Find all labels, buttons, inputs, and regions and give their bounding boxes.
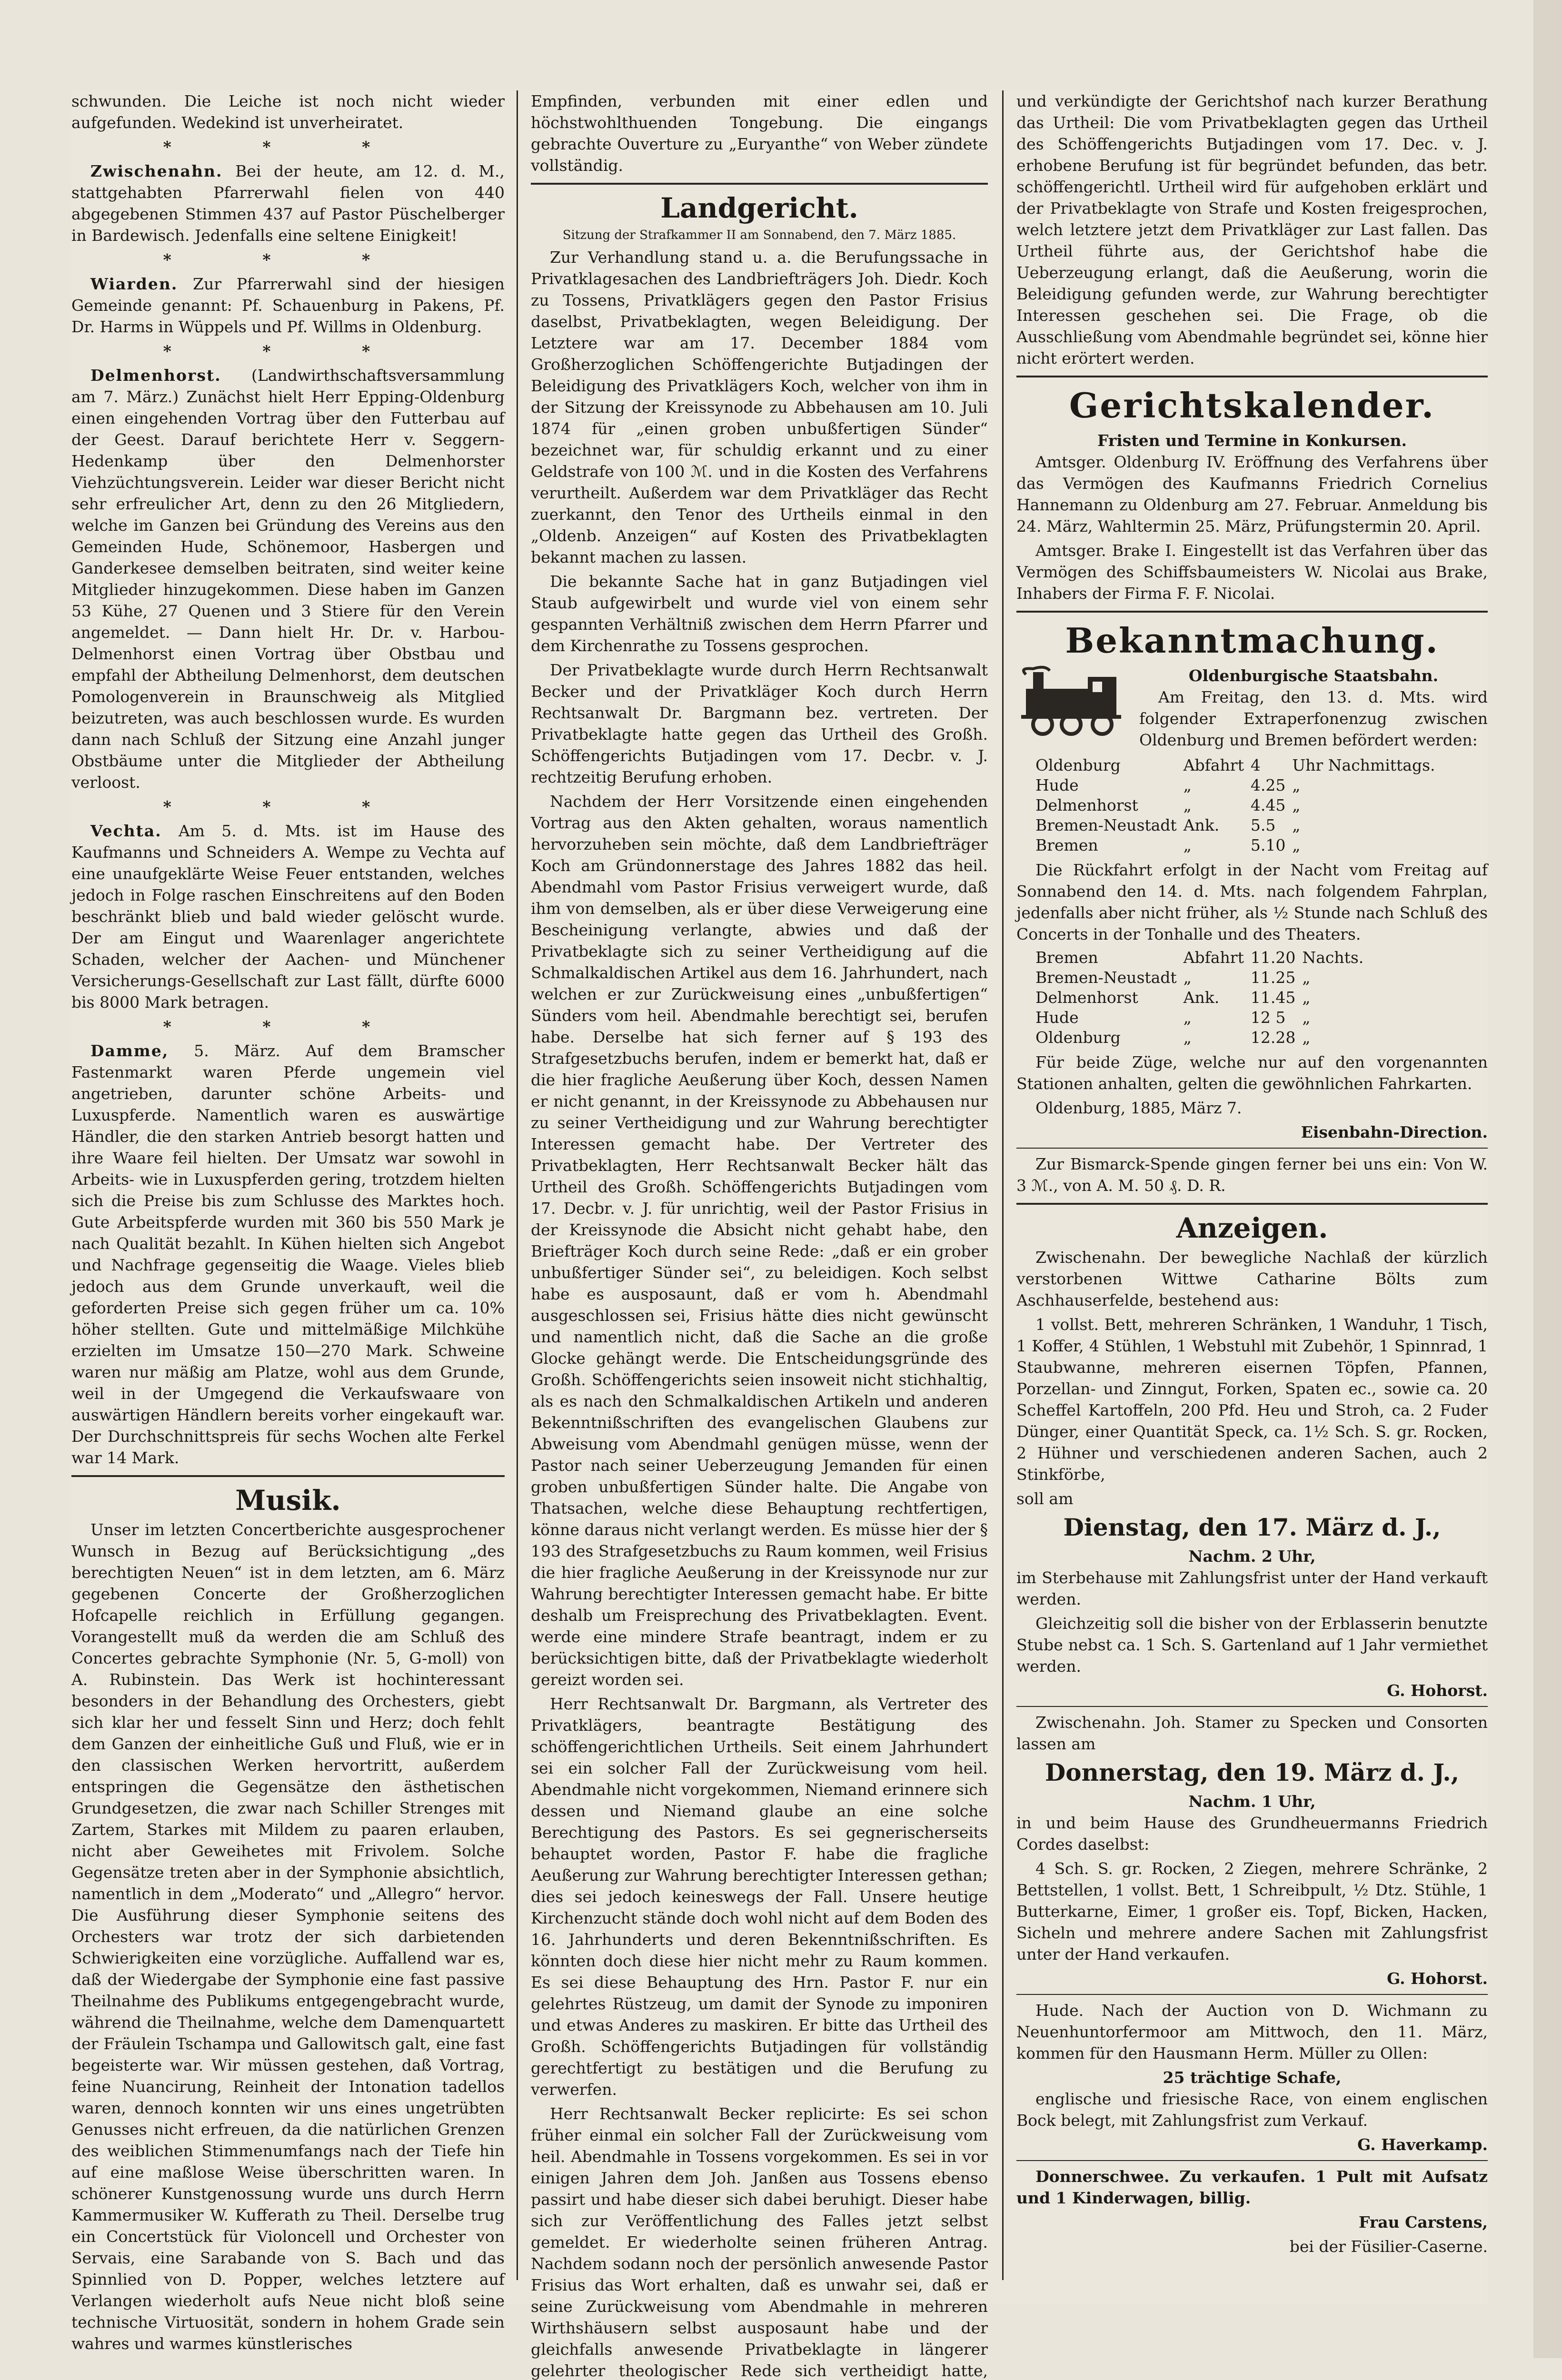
timetable-row — [1035, 948, 1370, 968]
section-title-anzeigen: Anzeigen. — [1176, 1212, 1328, 1244]
timetable-cell: 4.25 — [1250, 776, 1286, 794]
ad-time: Nachm. 2 Uhr, — [1188, 1547, 1316, 1566]
article-vechta — [71, 820, 505, 1013]
timetable-cell: „ — [1183, 1008, 1192, 1027]
article-text: Herr Rechtsanwalt Dr. Bargmann, als Vertreter des Privatklägers, beantragte Bestätigung des schöffengerichtlichen Urtheils. Seit einem Jahrhundert sei ein solcher Fall der Zurückweisung vom heil. Abendmahle nicht vorgekommen, Niemand erinnere sich dessen und Niemand glaube an eine solche Berechtigung des Pastors. Es sei gegnerischerseits behauptet worden, Pastor F. habe die fragliche Aeußerung zur Wahrung berechtigter Interessen gethan; dies sei jedoch keineswegs der Fall. Unsere heutige Kirchenzucht stände doch wohl nicht auf dem Boden des 16. Jahrhunderts und deren Bekenntnißschriften. Es könnten doch diese hier nicht mehr zu Raum kommen. Es sei diese Behauptung des Hrn. Pastor F. nur ein gelehrtes Rüstzeug, um damit der Synode zu imponiren und etwas Anderes zu maskiren. Er bitte das Urtheil des Großh. Schöffengerichts Butjadingen für vollständig gerechtfertigt zu bestätigen und die Berufung zu verwerfen. — [531, 1695, 988, 2099]
timetable-cell: „ — [1302, 968, 1311, 987]
notice-subtitle: Oldenburgische Staatsbahn. — [1188, 666, 1439, 685]
ad-text: 4 Sch. S. gr. Rocken, 2 Ziegen, mehrere Schränke, 2 Bettstellen, 1 vollst. Bett, 1 Schreibpult, ½ Dtz. Stühle, 1 Butterkarne, Eimer, 1 großer eis. Topf, Bicken, Hacken, Sicheln und mehrere andere Sachen mit Zahlungsfrist unter der Hand verkaufen. — [1016, 1859, 1488, 1964]
timetable-cell: „ — [1292, 816, 1301, 834]
timetable-cell: Hude — [1035, 776, 1079, 794]
timetable-cell: Hude — [1035, 1008, 1079, 1027]
section-rule — [1016, 1203, 1488, 1205]
ad-text: englische und friesische Race, von einem englischen Bock belegt, mit Zahlungsfrist zum Verkauf. — [1016, 2090, 1488, 2130]
court-entry: Amtsger. Oldenburg IV. Eröffnung des Verfahrens über das Vermögen des Kaufmanns Friedrich Cornelius Hannemann zu Oldenburg am 27. Februar. Anmeldung bis 24. März, Wahltermin 25. März, Prüfungstermin 20. April. — [1016, 453, 1488, 536]
timetable-row — [1035, 755, 1442, 775]
timetable-row — [1035, 775, 1442, 795]
notice-text: Für beide Züge, welche nur auf den vorgenannten Stationen anhalten, gelten die gewöhnlichen Fahrkarten. — [1016, 1053, 1488, 1093]
timetable-cell: 5.10 — [1250, 836, 1286, 854]
ad-text: in und beim Hause des Grundheuermanns Friedrich Cordes daselbst: — [1016, 1814, 1488, 1854]
section-title-musik: Musik. — [235, 1484, 341, 1517]
timetable-cell: „ — [1183, 836, 1192, 854]
ad-signature: G. Hohorst. — [1387, 1681, 1488, 1700]
timetable-row — [1035, 1028, 1370, 1048]
timetable-cell: Oldenburg — [1035, 756, 1121, 774]
ad-text: Gleichzeitig soll die bisher von der Erblasserin benutzte Stube nebst ca. 1 Sch. S. Gartenland auf 1 Jahr vermiethet werden. — [1016, 1614, 1488, 1676]
timetable-cell: „ — [1302, 988, 1311, 1007]
timetable-cell: Bremen — [1035, 948, 1098, 967]
section-subtitle: Fristen und Termine in Konkursen. — [1097, 431, 1407, 450]
timetable-cell: 11.45 — [1250, 988, 1296, 1007]
timetable-cell: Bremen-Neustadt — [1035, 968, 1177, 987]
notice-railway — [1016, 665, 1488, 754]
timetable-cell: 12.28 — [1250, 1028, 1296, 1047]
place-name: Wiarden. — [90, 275, 178, 293]
timetable-outbound — [1035, 755, 1442, 855]
timetable-cell: Oldenburg — [1035, 1028, 1121, 1047]
separator-stars: * * * — [163, 1017, 413, 1036]
timetable-cell: „ — [1183, 796, 1192, 814]
ad-text: 1 vollst. Bett, mehreren Schränken, 1 Wanduhr, 1 Tisch, 1 Koffer, 4 Stühlen, 1 Webstuhl mit Zubehör, 1 Spinnrad, 1 Staubwanne, mehreren eisernen Töpfen, Pfannen, Porzellan- und Zinngut, Forken, Spaten ec., sowie ca. 20 Scheffel Kartoffeln, 200 Pfd. Heu und Stroh, ca. 2 Fuder Dünger, einer Quantität Speck, ca. 1½ Sch. S. gr. Rocken, 2 Hühner und verschiedenen anderen Sachen, auch 2 Stinkförbe, — [1016, 1315, 1488, 1484]
section-rule — [1016, 376, 1488, 377]
separator-stars: * * * — [163, 342, 413, 360]
article-text: Die bekannte Sache hat in ganz Butjadingen viel Staub aufgewirbelt und wurde viel von einem sehr gespannten Verhältniß zwischen dem Herrn Pfarrer und dem Kirchenrathe zu Tossens gesprochen. — [531, 572, 988, 655]
timetable-cell: „ — [1292, 796, 1301, 814]
timetable-cell: Delmenhorst — [1035, 796, 1138, 814]
article-text: Zur Verhandlung stand u. a. die Berufungssache in Privatklagesachen des Landbriefträgers Joh. Diedr. Koch zu Tossens, Privatklägers gegen den Pastor Frisius daselbst, Privatbeklagten, wegen Beleidigung. Der Letztere war am 17. December 1884 vom Großherzoglichen Schöffengerichte Butjadingen der Beleidigung des Privatklägers Koch, welcher von ihm in der Sitzung der Kreissynode zu Abbehausen am 10. Juli 1874 für „einen groben unbußfertigen Sünder“ bezeichnet war, für schuldig erkannt und zu einer Geldstrafe von 100 ℳ. und in die Kosten des Verfahrens verurtheilt. Außerdem war dem Privatkläger das Recht zuerkannt, den Tenor des Urtheils einmal in den „Oldenb. Anzeigen“ auf Kosten des Privatbeklagten bekannt machen zu lassen. — [531, 248, 988, 566]
place-name: Zwischenahn. — [90, 162, 223, 180]
section-rule — [531, 183, 988, 185]
ad-highlight: 25 trächtige Schafe, — [1163, 2068, 1342, 2087]
ad-time: Nachm. 1 Uhr, — [1188, 1792, 1316, 1811]
ad-signature: Frau Carstens, — [1358, 2213, 1488, 2231]
timetable-cell: „ — [1183, 968, 1192, 987]
timetable-cell: 4 — [1250, 756, 1261, 774]
ad-signature: G. Hohorst. — [1387, 1969, 1488, 1988]
section-title-bekanntmachung: Bekanntmachung. — [1065, 620, 1439, 661]
section-rule — [71, 1475, 505, 1477]
article-text: schwunden. Die Leiche ist noch nicht wieder aufgefunden. Wedekind ist unverheiratet. — [71, 92, 505, 132]
timetable-row — [1035, 1008, 1370, 1028]
bismarck-spende: Zur Bismarck-Spende gingen ferner bei uns ein: Von W. 3 ℳ., von A. M. 50 ₰. D. R. — [1016, 1155, 1488, 1195]
timetable-cell: Uhr Nachmittags. — [1292, 756, 1435, 774]
timetable-cell: Delmenhorst — [1035, 988, 1138, 1007]
column-divider — [517, 90, 518, 2280]
column-1 — [71, 90, 505, 2357]
timetable-cell: 4.45 — [1250, 796, 1286, 814]
article-text: und verkündigte der Gerichtshof nach kurzer Berathung das Urtheil: Die vom Privatbeklagten gegen das Urtheil des Schöffengerichts Butjadingen vom 17. Dec. v. J. erhobene Berufung ist für begründet befunden, das betr. schöffengerichtl. Urtheil wird für aufgehoben erklärt und der Privatbeklagte von Strafe und Kosten freigesprochen, welch letztere jetzt dem Privatkläger zur Last fallen. Das Urtheil führte aus, der Gerichtshof habe die Ueberzeugung erlangt, daß die Aeußerung, worin die Beleidigung gefunden werde, zur Wahrung berechtigter Interessen geschehen sei. Die Frage, ob die Ausschließung vom Abendmahle begründet sei, könne hier nicht erörtert werden. — [1016, 92, 1488, 367]
timetable-cell: Bremen-Neustadt — [1035, 816, 1177, 834]
section-rule — [1016, 1148, 1488, 1149]
article-zwischenahn — [71, 160, 505, 246]
timetable-cell: „ — [1292, 836, 1301, 854]
ad-signature-address: bei der Füsilier-Caserne. — [1289, 2237, 1488, 2256]
notice-body — [1139, 665, 1488, 754]
timetable-cell: „ — [1292, 776, 1301, 794]
place-name: Damme, — [90, 1041, 169, 1060]
page-edge — [1533, 0, 1562, 2358]
timetable-cell: Bremen — [1035, 836, 1098, 854]
article-damme — [71, 1040, 505, 1468]
section-title-landgericht: Landgericht. — [660, 192, 858, 224]
column-2 — [531, 90, 988, 2380]
timetable-cell: 5.5 — [1250, 816, 1276, 834]
article-text: Herr Rechtsanwalt Becker replicirte: Es sei schon früher einmal ein solcher Fall der Zurückweisung vom heil. Abendmahle in Tossens vorgekommen. Es sei in vor einigen Jahren dem Joh. Janßen aus Tossens ebenso passirt und habe dieser sich dabei beruhigt. Dieser habe sich zur Veröffentlichung des Falles jetzt selbst gemeldet. Er wiederholte seinen früheren Antrag. Nachdem sodann noch der persönlich anwesende Pastor Frisius das Wort erhalten, daß es unwahr sei, daß er seine Zurückweisung vom Abendmahle in mehreren Wirthshäusern selbst ausposaunt habe und der gleichfalls anwesende Privatbeklagte in längerer gelehrter theologischer Rede sich vertheidigt hatte, — [531, 2104, 988, 2380]
notice-text: Die Rückfahrt erfolgt in der Nacht vom Freitag auf Sonnabend den 14. d. Mts. nach folgendem Fahrplan, jedenfalls aber nicht früher, als ½ Stunde nach Schluß des Concerts in der Tonhalle und des Theaters. — [1016, 861, 1488, 943]
timetable-cell: Abfahrt — [1183, 756, 1244, 774]
article-text: Der Privatbeklagte wurde durch Herrn Rechtsanwalt Becker und der Privatkläger Koch durch Herrn Rechtsanwalt Dr. Bargmann bez. vertreten. Der Privatbeklagte hatte gegen das Urtheil des Großh. Schöffengerichts Butjadingen vom 17. Decbr. v. J. rechtzeitig Berufung erhoben. — [531, 661, 988, 786]
ad-text: soll am — [1016, 1489, 1074, 1508]
ad-text: Zwischenahn. Joh. Stamer zu Specken und Consorten lassen am — [1016, 1713, 1488, 1753]
ad-date: Dienstag, den 17. März d. J., — [1063, 1513, 1441, 1541]
timetable-cell: „ — [1302, 1028, 1311, 1047]
timetable-cell: Nachts. — [1302, 948, 1364, 967]
timetable-cell: 12 5 — [1250, 1008, 1286, 1027]
article-text: Zur Pfarrerwahl sind der hiesigen Gemeinde genannt: Pf. Schauenburg in Pakens, Pf. Dr. Harms in Wüppels und Pf. Willms in Oldenburg. — [71, 275, 505, 336]
locomotive-icon — [1016, 665, 1131, 736]
column-3 — [1016, 90, 1488, 2260]
timetable-cell: „ — [1183, 1028, 1192, 1047]
timetable-cell: Ank. — [1183, 988, 1220, 1007]
timetable-return — [1035, 948, 1370, 1048]
ad-rule — [1016, 1706, 1488, 1707]
ad-text: Hude. Nach der Auction von D. Wichmann zu Neuenhuntorfermoor am Mittwoch, den 11. März, kommen für den Hausmann Herm. Müller zu Ollen: — [1016, 2001, 1488, 2063]
ad-text: im Sterbehause mit Zahlungsfrist unter der Hand verkauft werden. — [1016, 1568, 1488, 1608]
notice-signature: Eisenbahn-Direction. — [1301, 1123, 1488, 1141]
section-rule — [1016, 611, 1488, 613]
timetable-cell: „ — [1302, 1008, 1311, 1027]
article-text: Nachdem der Herr Vorsitzende einen eingehenden Vortrag aus den Akten gehalten, woraus namentlich hervorzuheben sein möchte, daß dem Landbriefträger Koch am Gründonnerstage des Jahres 1882 das heil. Abendmahl vom Pastor Frisius verweigert wurde, daß ihm von demselben, als er über diese Verweigerung eine Bescheinigung verlangte, abwies und daß der Privatbeklagte sich zu seiner Vertheidigung auf die Schmalkaldischen Artikel aus dem 16. Jahrhundert, nach welchen er zur Zurückweisung eines „unbußfertigen“ Sünders vom heil. Abendmahle berechtigt sei, berufen habe. Derselbe hat sich ferner auf § 193 des Strafgesetzbuchs berufen, indem er bemerkt hat, daß er die hier fragliche Aeußerung über Koch, dessen Namen er nicht genannt, in der Kreissynode zu Abbehausen nur zu seiner Vertheidigung und zur Wahrung berechtigter Interessen gemacht habe. Der Vertreter des Privatbeklagten, Herr Rechtsanwalt Becker hält das Urtheil des Großh. Schöffengerichts Butjadingen vom 17. Decbr. v. J. für unrichtig, weil der Pastor Frisius in der Kreissynode die Absicht nicht gehabt habe, den Briefträger Koch durch seine Rede: „daß er ein grober unbußfertiger Sünder sei“, zu beleidigen. Koch selbst habe es ausposaunt, daß er vom h. Abendmahl ausgeschlossen sei, Frisius hätte dies nicht gewünscht und namentlich nicht, daß die Sache an die große Glocke gehängt werde. Die Entscheidungsgründe des Großh. Schöffengerichts seien insoweit nicht stichhaltig, als es nach den Schmalkaldischen Artikeln und anderen Bekenntnißschriften des evangelischen Glaubens zur Abweisung vom Abendmahl genügen müsse, wenn der Pastor nach seiner Ueberzeugung Jemanden für einen groben unbußfertigen Sünder halte. Die Angabe von Thatsachen, welche diese Behauptung rechtfertigen, könne daraus nicht verlangt werden. Es müsse hier der § 193 des Strafgesetzbuchs zu Raum kommen, weil Frisius die hier fragliche Aeußerung in der Kreissynode nur zur Wahrung berechtigter Interessen gemacht habe. Er bitte deshalb um Freisprechung des Privatbeklagten. Event. werde eine mindere Strafe beantragt, indem er zu berücksichtigen bitte, daß der Privatbeklagte wiederholt gereizt worden sei. — [531, 792, 988, 1689]
article-delmenhorst — [71, 365, 505, 793]
ad-rule — [1016, 1994, 1488, 1995]
article-text: Empfinden, verbunden mit einer edlen und höchstwohlthuenden Tongebung. Die eingangs gebrachte Ouverture zu „Euryanthe“ von Weber zündete vollständig. — [531, 92, 988, 175]
separator-stars: * * * — [163, 138, 413, 156]
place-name: Delmenhorst. — [90, 366, 221, 385]
timetable-row — [1035, 988, 1370, 1008]
ad-text: Zwischenahn. Der bewegliche Nachlaß der kürzlich verstorbenen Wittwe Catharine Bölts zum Aschhauserfelde, bestehend aus: — [1016, 1248, 1488, 1309]
section-title-gerichtskalender: Gerichtskalender. — [1069, 385, 1435, 426]
article-text: Am 5. d. Mts. ist im Hause des Kaufmanns und Schneiders A. Wempe zu Vechta auf eine unaufgeklärte Weise Feuer entstanden, welches jedoch in Folge raschen Einschreitens auf den Boden beschränkt blieb und bald wieder gelöscht wurde. Der am Eingut und Waarenlager angerichtete Schaden, welcher der Aachen- und Münchener Versicherungs-Gesellschaft zur Last fällt, dürfte 6000 bis 8000 Mark betragen. — [71, 822, 505, 1012]
court-entry: Amtsger. Brake I. Eingestellt ist das Verfahren über das Vermögen des Schiffsbaumeisters W. Nicolai aus Brake, Inhabers der Firma F. F. Nicolai. — [1016, 541, 1488, 603]
article-text: 5. März. Auf dem Bramscher Fastenmarkt waren Pferde ungemein viel angetrieben, darunter schöne Arbeits- und Luxuspferde. Namentlich waren es auswärtige Händler, die den starken Antrieb besorgt hatten und ihre Waare feil hielten. Der Umsatz war sowohl in Arbeits- wie in Luxuspferden gering, trotzdem hielten sich die Preise bis zum Schlusse des Marktes hoch. Gute Arbeitspferde wurden mit 360 bis 550 Mark je nach Qualität bezahlt. In Kühen hielten sich Angebot und Nachfrage gegenseitig die Waage. Vieles blieb jedoch aus dem Grunde unverkauft, weil die geforderten Preise sich gegen früher um ca. 10% höher stellten. Gute und mittelmäßige Milchkühe erzielten im Umsatze 150—270 Mark. Schweine waren nur mäßig am Platze, wohl aus dem Grunde, weil in der Umgegend die Verkaufswaare von auswärtigen Händlern bereits vorher eingekauft war. Der Durchschnittspreis für sechs Wochen alte Ferkel war 14 Mark. — [71, 1041, 505, 1467]
timetable-cell: Ank. — [1183, 816, 1220, 834]
timetable-row — [1035, 835, 1442, 855]
place-name: Vechta. — [90, 822, 162, 840]
notice-date: Oldenburg, 1885, März 7. — [1035, 1099, 1242, 1117]
timetable-row — [1035, 795, 1442, 815]
timetable-row — [1035, 968, 1370, 988]
timetable-cell: „ — [1183, 776, 1192, 794]
ad-rule — [1016, 2160, 1488, 2161]
newspaper-page — [71, 90, 1488, 2380]
timetable-row — [1035, 815, 1442, 835]
article-wiarden — [71, 273, 505, 337]
article-text: (Landwirthschaftsversammlung am 7. März.) Zunächst hielt Herr Epping-Oldenburg einen eingehenden Vortrag über den Futterbau auf der Geest. Darauf berichtete Herr v. Seggern-Hedenkamp über den Delmenhorster Viehzüchtungsverein. Leider war dieser Bericht nicht sehr erfreulicher Art, denn zu den 26 Mitgliedern, welche im Ganzen bei Gründung des Vereins aus den Gemeinden Hude, Schönemoor, Hasbergen und Ganderkesee demselben beitraten, sind weiter keine Mitglieder hinzugekommen. Diese haben im Ganzen 53 Kühe, 27 Quenen und 3 Stiere für den Verein angemeldet. — Dann hielt Hr. Dr. v. Harbou-Delmenhorst einen Vortrag über Obstbau und empfahl der Abtheilung Delmenhorst, dem deutschen Pomologenverein in Braunschweig als Mitglied beizutreten, was auch beschlossen wurde. Es wurden dann nach Schluß der Sitzung eine Anzahl junger Obstbäume unter die Mitglieder der Abtheilung verloost. — [71, 366, 505, 792]
timetable-cell: 11.20 — [1250, 948, 1296, 967]
ad-text: Donnerschwee. Zu verkaufen. 1 Pult mit Aufsatz und 1 Kinderwagen, billig. — [1016, 2167, 1488, 2207]
ad-date: Donnerstag, den 19. März d. J., — [1045, 1758, 1460, 1786]
separator-stars: * * * — [163, 250, 413, 269]
notice-text: Am Freitag, den 13. d. Mts. wird folgender Extraperfonenzug zwischen Oldenburg und Bremen befördert werden: — [1139, 688, 1488, 749]
ad-signature: G. Haverkamp. — [1357, 2135, 1488, 2154]
article-musik: Unser im letzten Concertberichte ausgesprochener Wunsch in Bezug auf Berücksichtigung „des berechtigten Neuen“ ist in dem letzten, am 6. März gegebenen Concerte der Großherzoglichen Hofcapelle reichlich in Erfüllung gegangen. Vorangestellt muß da werden die am Schluß des Concertes gebrachte Symphonie (Nr. 5, G-moll) von A. Rubinstein. Das Werk ist hochinteressant besonders in der Behandlung des Orchesters, giebt sich klar her und fesselt Sinn und Herz; doch fehlt dem Ganzen der einheitliche Guß und Fluß, wie er in den classischen Werken hervortritt, außerdem entspringen die Gegensätze den ästhetischen Grundgesetzen, die zwar nach Schiller Strenges mit Zartem, Starkes mit Mildem zu paaren erlauben, nicht aber Geweihetes mit Frivolem. Solche Gegensätze treten aber in der Symphonie absichtlich, namentlich in dem „Moderato“ und „Allegro“ hervor. Die Ausführung dieser Symphonie seitens des Orchesters war trotz der sich darbietenden Schwierigkeiten eine vorzügliche. Auffallend war es, daß der Wiedergabe der Symphonie eine fast passive Theilnahme des Publikums entgegengebracht wurde, während die Theilnahme, welche dem Damenquartett der Fräulein Tschampa und Gallowitsch galt, eine fast begeisterte war. Wir müssen gestehen, daß Vortrag, feine Nuancirung, Reinheit der Intonation tadellos waren, dennoch konnten wir uns eines ungetrübten Genusses nicht erfreuen, da die natürlichen Grenzen des weiblichen Stimmenumfangs nach der Tiefe hin auf eine maßlose Weise überschritten waren. In schönerer Kunstgenossung wurde uns durch Herrn Kammermusiker W. Kufferath zu Theil. Derselbe trug ein Concertstück für Violoncell und Orchester von Servais, eine Sarabande von S. Bach und das Spinnlied von D. Popper, welches letztere auf Verlangen wiederholt aufs Neue nicht bloß seine technische Virtuosität, sondern in hohem Grade sein wahres und warmes künstlerisches — [71, 1520, 505, 2353]
timetable-cell: 11.25 — [1250, 968, 1296, 987]
timetable-cell: Abfahrt — [1183, 948, 1244, 967]
article-text: Bei der heute, am 12. d. M., stattgehabten Pfarrerwahl fielen von 440 abgegebenen Stimmen 437 auf Pastor Püschelberger in Bardewisch. Jedenfalls eine seltene Einigkeit! — [71, 162, 505, 245]
separator-stars: * * * — [163, 797, 413, 816]
section-subtitle: Sitzung der Strafkammer II am Sonnabend, den 7. März 1885. — [562, 228, 956, 242]
column-divider — [1002, 90, 1004, 2280]
